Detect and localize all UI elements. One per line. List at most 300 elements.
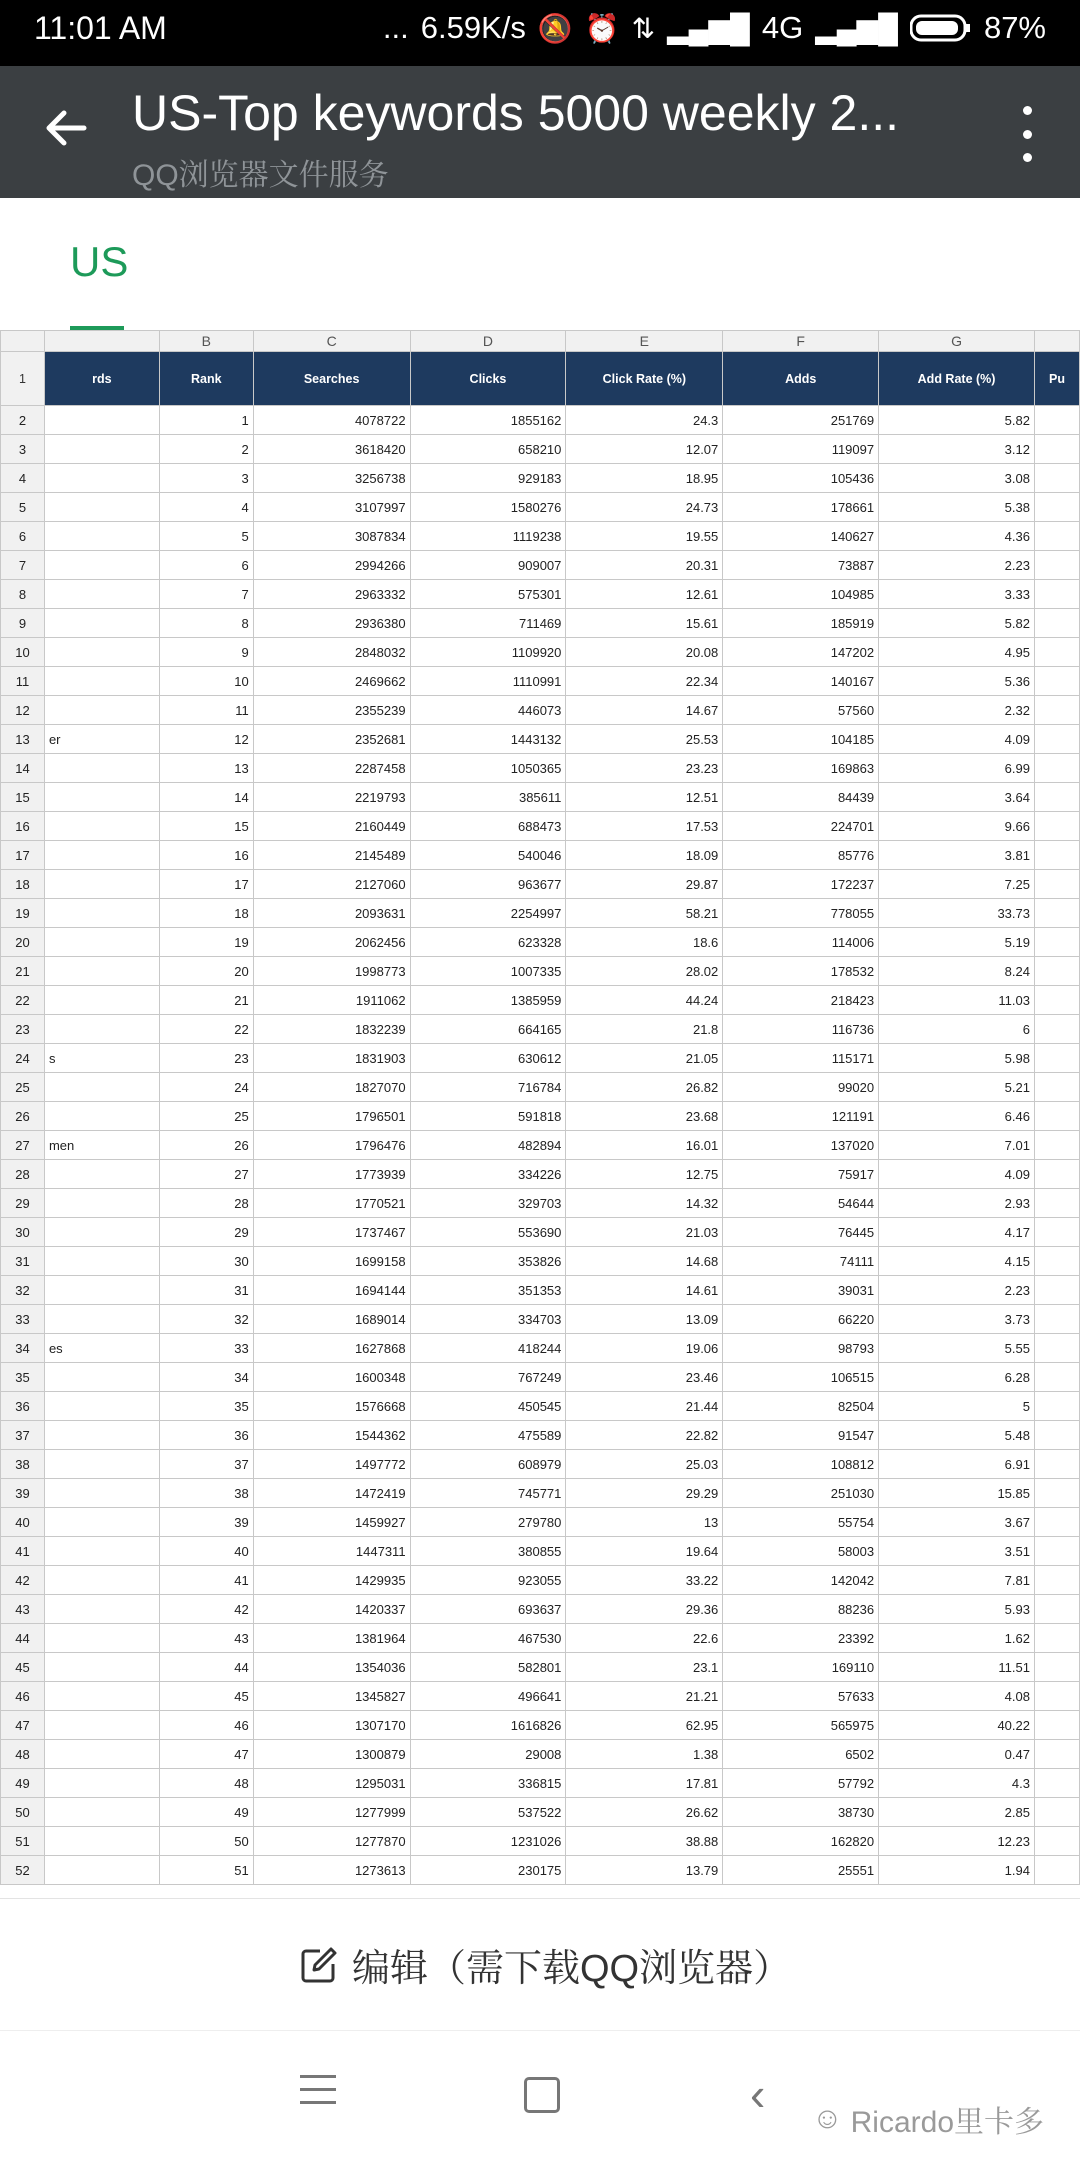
keyword-cell[interactable]: [44, 1392, 159, 1421]
keyword-cell[interactable]: [44, 841, 159, 870]
keyword-cell[interactable]: men: [44, 1131, 159, 1160]
data-cell[interactable]: 1420337: [253, 1595, 410, 1624]
data-cell[interactable]: 336815: [410, 1769, 566, 1798]
row-number[interactable]: 47: [1, 1711, 45, 1740]
data-cell[interactable]: 15: [159, 812, 253, 841]
data-cell[interactable]: 39031: [723, 1276, 879, 1305]
nav-back-icon[interactable]: ‹: [750, 2068, 766, 2120]
row-number[interactable]: 18: [1, 870, 45, 899]
row-number[interactable]: 14: [1, 754, 45, 783]
data-cell[interactable]: [1034, 899, 1079, 928]
data-cell[interactable]: [1034, 1769, 1079, 1798]
data-cell[interactable]: 18.6: [566, 928, 723, 957]
data-cell[interactable]: 4.17: [879, 1218, 1035, 1247]
data-cell[interactable]: [1034, 725, 1079, 754]
keyword-cell[interactable]: [44, 1537, 159, 1566]
data-cell[interactable]: 31: [159, 1276, 253, 1305]
data-cell[interactable]: 5: [879, 1392, 1035, 1421]
data-cell[interactable]: 57792: [723, 1769, 879, 1798]
data-cell[interactable]: 716784: [410, 1073, 566, 1102]
data-cell[interactable]: 47: [159, 1740, 253, 1769]
data-cell[interactable]: 1295031: [253, 1769, 410, 1798]
data-cell[interactable]: 14: [159, 783, 253, 812]
row-number[interactable]: 30: [1, 1218, 45, 1247]
data-cell[interactable]: 1277999: [253, 1798, 410, 1827]
keyword-cell[interactable]: [44, 1798, 159, 1827]
data-cell[interactable]: 27: [159, 1160, 253, 1189]
keyword-cell[interactable]: [44, 609, 159, 638]
data-cell[interactable]: 6.46: [879, 1102, 1035, 1131]
data-cell[interactable]: 15.85: [879, 1479, 1035, 1508]
data-cell[interactable]: 1.94: [879, 1856, 1035, 1885]
data-cell[interactable]: 4.36: [879, 522, 1035, 551]
data-cell[interactable]: [1034, 1798, 1079, 1827]
data-cell[interactable]: 1616826: [410, 1711, 566, 1740]
data-cell[interactable]: 13: [566, 1508, 723, 1537]
data-cell[interactable]: 29.36: [566, 1595, 723, 1624]
data-cell[interactable]: 19: [159, 928, 253, 957]
data-cell[interactable]: 334703: [410, 1305, 566, 1334]
data-cell[interactable]: 17.53: [566, 812, 723, 841]
keyword-cell[interactable]: [44, 1189, 159, 1218]
data-cell[interactable]: 2.23: [879, 1276, 1035, 1305]
data-cell[interactable]: 140167: [723, 667, 879, 696]
data-cell[interactable]: 0.47: [879, 1740, 1035, 1769]
keyword-cell[interactable]: [44, 1218, 159, 1247]
data-cell[interactable]: [1034, 1044, 1079, 1073]
row-number[interactable]: 45: [1, 1653, 45, 1682]
data-cell[interactable]: 6.99: [879, 754, 1035, 783]
data-cell[interactable]: 178532: [723, 957, 879, 986]
data-cell[interactable]: 2127060: [253, 870, 410, 899]
data-cell[interactable]: 909007: [410, 551, 566, 580]
keyword-cell[interactable]: [44, 1653, 159, 1682]
data-cell[interactable]: 28: [159, 1189, 253, 1218]
header-cell[interactable]: Searches: [253, 352, 410, 406]
keyword-cell[interactable]: [44, 1595, 159, 1624]
data-cell[interactable]: 21.21: [566, 1682, 723, 1711]
data-cell[interactable]: 73887: [723, 551, 879, 580]
data-cell[interactable]: 1472419: [253, 1479, 410, 1508]
data-cell[interactable]: [1034, 841, 1079, 870]
data-cell[interactable]: 218423: [723, 986, 879, 1015]
data-cell[interactable]: 3256738: [253, 464, 410, 493]
row-number[interactable]: 3: [1, 435, 45, 464]
keyword-cell[interactable]: [44, 1450, 159, 1479]
row-number[interactable]: 42: [1, 1566, 45, 1595]
data-cell[interactable]: 178661: [723, 493, 879, 522]
data-cell[interactable]: 39: [159, 1508, 253, 1537]
row-number[interactable]: 41: [1, 1537, 45, 1566]
header-cell[interactable]: Add Rate (%): [879, 352, 1035, 406]
data-cell[interactable]: 2848032: [253, 638, 410, 667]
data-cell[interactable]: 55754: [723, 1508, 879, 1537]
row-number[interactable]: 19: [1, 899, 45, 928]
data-cell[interactable]: 1447311: [253, 1537, 410, 1566]
data-cell[interactable]: 3.08: [879, 464, 1035, 493]
data-cell[interactable]: [1034, 986, 1079, 1015]
keyword-cell[interactable]: [44, 493, 159, 522]
data-cell[interactable]: 2936380: [253, 609, 410, 638]
data-cell[interactable]: 963677: [410, 870, 566, 899]
data-cell[interactable]: 29008: [410, 1740, 566, 1769]
data-cell[interactable]: 2355239: [253, 696, 410, 725]
col-letter[interactable]: D: [410, 331, 566, 352]
data-cell[interactable]: 34: [159, 1363, 253, 1392]
keyword-cell[interactable]: [44, 1827, 159, 1856]
data-cell[interactable]: 693637: [410, 1595, 566, 1624]
data-cell[interactable]: 1544362: [253, 1421, 410, 1450]
row-number[interactable]: 9: [1, 609, 45, 638]
data-cell[interactable]: 33: [159, 1334, 253, 1363]
keyword-cell[interactable]: [44, 638, 159, 667]
data-cell[interactable]: 66220: [723, 1305, 879, 1334]
data-cell[interactable]: 3.81: [879, 841, 1035, 870]
row-number[interactable]: 46: [1, 1682, 45, 1711]
data-cell[interactable]: 5.48: [879, 1421, 1035, 1450]
data-cell[interactable]: 251030: [723, 1479, 879, 1508]
row-number[interactable]: 13: [1, 725, 45, 754]
data-cell[interactable]: 1770521: [253, 1189, 410, 1218]
data-cell[interactable]: [1034, 957, 1079, 986]
keyword-cell[interactable]: [44, 754, 159, 783]
keyword-cell[interactable]: [44, 1566, 159, 1595]
keyword-cell[interactable]: [44, 1160, 159, 1189]
data-cell[interactable]: 29.29: [566, 1479, 723, 1508]
data-cell[interactable]: 230175: [410, 1856, 566, 1885]
data-cell[interactable]: 21.44: [566, 1392, 723, 1421]
keyword-cell[interactable]: [44, 1711, 159, 1740]
row-number[interactable]: 6: [1, 522, 45, 551]
data-cell[interactable]: 40: [159, 1537, 253, 1566]
data-cell[interactable]: 162820: [723, 1827, 879, 1856]
data-cell[interactable]: 251769: [723, 406, 879, 435]
data-cell[interactable]: 57560: [723, 696, 879, 725]
data-cell[interactable]: 5.82: [879, 609, 1035, 638]
data-cell[interactable]: 85776: [723, 841, 879, 870]
row-number[interactable]: 4: [1, 464, 45, 493]
data-cell[interactable]: 1119238: [410, 522, 566, 551]
data-cell[interactable]: 22: [159, 1015, 253, 1044]
keyword-cell[interactable]: [44, 783, 159, 812]
data-cell[interactable]: 13: [159, 754, 253, 783]
data-cell[interactable]: 329703: [410, 1189, 566, 1218]
data-cell[interactable]: 658210: [410, 435, 566, 464]
data-cell[interactable]: 21.8: [566, 1015, 723, 1044]
data-cell[interactable]: 385611: [410, 783, 566, 812]
row-number[interactable]: 10: [1, 638, 45, 667]
data-cell[interactable]: 1: [159, 406, 253, 435]
data-cell[interactable]: 21.05: [566, 1044, 723, 1073]
data-cell[interactable]: 84439: [723, 783, 879, 812]
data-cell[interactable]: 23.23: [566, 754, 723, 783]
row-number[interactable]: 12: [1, 696, 45, 725]
data-cell[interactable]: 778055: [723, 899, 879, 928]
data-cell[interactable]: 767249: [410, 1363, 566, 1392]
data-cell[interactable]: 108812: [723, 1450, 879, 1479]
data-cell[interactable]: 12.75: [566, 1160, 723, 1189]
data-cell[interactable]: 98793: [723, 1334, 879, 1363]
data-cell[interactable]: 119097: [723, 435, 879, 464]
row-number[interactable]: 2: [1, 406, 45, 435]
keyword-cell[interactable]: [44, 1305, 159, 1334]
data-cell[interactable]: 14.61: [566, 1276, 723, 1305]
data-cell[interactable]: 1110991: [410, 667, 566, 696]
data-cell[interactable]: 50: [159, 1827, 253, 1856]
row-number[interactable]: 34: [1, 1334, 45, 1363]
data-cell[interactable]: 1429935: [253, 1566, 410, 1595]
data-cell[interactable]: [1034, 870, 1079, 899]
data-cell[interactable]: 6: [879, 1015, 1035, 1044]
data-cell[interactable]: 3.67: [879, 1508, 1035, 1537]
data-cell[interactable]: 58.21: [566, 899, 723, 928]
keyword-cell[interactable]: [44, 957, 159, 986]
keyword-cell[interactable]: [44, 435, 159, 464]
data-cell[interactable]: [1034, 1421, 1079, 1450]
data-cell[interactable]: [1034, 1711, 1079, 1740]
keyword-cell[interactable]: [44, 928, 159, 957]
row-number[interactable]: 38: [1, 1450, 45, 1479]
data-cell[interactable]: 18: [159, 899, 253, 928]
row-number[interactable]: 31: [1, 1247, 45, 1276]
data-cell[interactable]: [1034, 1363, 1079, 1392]
data-cell[interactable]: 8: [159, 609, 253, 638]
row-number[interactable]: 48: [1, 1740, 45, 1769]
data-cell[interactable]: 7.81: [879, 1566, 1035, 1595]
row-number[interactable]: 24: [1, 1044, 45, 1073]
data-cell[interactable]: 116736: [723, 1015, 879, 1044]
data-cell[interactable]: 1277870: [253, 1827, 410, 1856]
data-cell[interactable]: 1694144: [253, 1276, 410, 1305]
header-cell[interactable]: Click Rate (%): [566, 352, 723, 406]
row-number[interactable]: 28: [1, 1160, 45, 1189]
data-cell[interactable]: 16: [159, 841, 253, 870]
data-cell[interactable]: 1345827: [253, 1682, 410, 1711]
data-cell[interactable]: 4.95: [879, 638, 1035, 667]
spreadsheet-grid[interactable]: [0, 330, 1080, 1898]
data-cell[interactable]: 711469: [410, 609, 566, 638]
data-cell[interactable]: 1911062: [253, 986, 410, 1015]
keyword-cell[interactable]: [44, 406, 159, 435]
row-number[interactable]: 8: [1, 580, 45, 609]
data-cell[interactable]: 26.82: [566, 1073, 723, 1102]
data-cell[interactable]: 2160449: [253, 812, 410, 841]
data-cell[interactable]: 2.93: [879, 1189, 1035, 1218]
data-cell[interactable]: 537522: [410, 1798, 566, 1827]
data-cell[interactable]: 91547: [723, 1421, 879, 1450]
data-cell[interactable]: 54644: [723, 1189, 879, 1218]
data-cell[interactable]: [1034, 783, 1079, 812]
row-number[interactable]: 5: [1, 493, 45, 522]
data-cell[interactable]: 446073: [410, 696, 566, 725]
data-cell[interactable]: 22.82: [566, 1421, 723, 1450]
data-cell[interactable]: 2: [159, 435, 253, 464]
row-number[interactable]: 17: [1, 841, 45, 870]
data-cell[interactable]: [1034, 1566, 1079, 1595]
data-cell[interactable]: 2994266: [253, 551, 410, 580]
keyword-cell[interactable]: [44, 1247, 159, 1276]
data-cell[interactable]: 37: [159, 1450, 253, 1479]
data-cell[interactable]: 4.15: [879, 1247, 1035, 1276]
data-cell[interactable]: 482894: [410, 1131, 566, 1160]
data-cell[interactable]: 137020: [723, 1131, 879, 1160]
data-cell[interactable]: [1034, 754, 1079, 783]
keyword-cell[interactable]: s: [44, 1044, 159, 1073]
keyword-cell[interactable]: [44, 1624, 159, 1653]
data-cell[interactable]: 1459927: [253, 1508, 410, 1537]
data-cell[interactable]: 7: [159, 580, 253, 609]
data-cell[interactable]: 5.82: [879, 406, 1035, 435]
data-cell[interactable]: 62.95: [566, 1711, 723, 1740]
data-cell[interactable]: 76445: [723, 1218, 879, 1247]
data-cell[interactable]: 1580276: [410, 493, 566, 522]
data-cell[interactable]: 2352681: [253, 725, 410, 754]
data-cell[interactable]: [1034, 1218, 1079, 1247]
data-cell[interactable]: 35: [159, 1392, 253, 1421]
data-cell[interactable]: 5.21: [879, 1073, 1035, 1102]
keyword-cell[interactable]: [44, 1015, 159, 1044]
data-cell[interactable]: 1307170: [253, 1711, 410, 1740]
row-number[interactable]: 33: [1, 1305, 45, 1334]
data-cell[interactable]: 418244: [410, 1334, 566, 1363]
data-cell[interactable]: 1273613: [253, 1856, 410, 1885]
data-cell[interactable]: 16.01: [566, 1131, 723, 1160]
data-cell[interactable]: 1381964: [253, 1624, 410, 1653]
data-cell[interactable]: 5.93: [879, 1595, 1035, 1624]
keyword-cell[interactable]: [44, 870, 159, 899]
data-cell[interactable]: 38730: [723, 1798, 879, 1827]
data-cell[interactable]: 75917: [723, 1160, 879, 1189]
data-cell[interactable]: [1034, 1508, 1079, 1537]
data-cell[interactable]: 17: [159, 870, 253, 899]
data-cell[interactable]: 1.38: [566, 1740, 723, 1769]
data-cell[interactable]: 33.73: [879, 899, 1035, 928]
data-cell[interactable]: 7.01: [879, 1131, 1035, 1160]
data-cell[interactable]: 185919: [723, 609, 879, 638]
row-number[interactable]: 52: [1, 1856, 45, 1885]
data-cell[interactable]: 142042: [723, 1566, 879, 1595]
data-cell[interactable]: 48: [159, 1769, 253, 1798]
data-cell[interactable]: [1034, 1160, 1079, 1189]
data-cell[interactable]: 1109920: [410, 638, 566, 667]
data-cell[interactable]: 32: [159, 1305, 253, 1334]
data-cell[interactable]: 49: [159, 1798, 253, 1827]
sheet-tab-us[interactable]: US: [70, 238, 129, 285]
data-cell[interactable]: 475589: [410, 1421, 566, 1450]
edit-button[interactable]: [300, 1937, 791, 1992]
keyword-cell[interactable]: er: [44, 725, 159, 754]
data-cell[interactable]: 147202: [723, 638, 879, 667]
row-number[interactable]: 25: [1, 1073, 45, 1102]
row-number[interactable]: 26: [1, 1102, 45, 1131]
data-cell[interactable]: 2469662: [253, 667, 410, 696]
data-cell[interactable]: [1034, 1682, 1079, 1711]
keyword-cell[interactable]: [44, 1363, 159, 1392]
data-cell[interactable]: [1034, 638, 1079, 667]
data-cell[interactable]: [1034, 609, 1079, 638]
keyword-cell[interactable]: [44, 464, 159, 493]
row-number[interactable]: 7: [1, 551, 45, 580]
data-cell[interactable]: [1034, 1073, 1079, 1102]
data-cell[interactable]: 29.87: [566, 870, 723, 899]
data-cell[interactable]: 25.53: [566, 725, 723, 754]
data-cell[interactable]: [1034, 1856, 1079, 1885]
data-cell[interactable]: 12.07: [566, 435, 723, 464]
data-cell[interactable]: 15.61: [566, 609, 723, 638]
keyword-cell[interactable]: [44, 1073, 159, 1102]
data-cell[interactable]: 26: [159, 1131, 253, 1160]
row-number[interactable]: 44: [1, 1624, 45, 1653]
data-cell[interactable]: 1600348: [253, 1363, 410, 1392]
data-cell[interactable]: 1231026: [410, 1827, 566, 1856]
data-cell[interactable]: 99020: [723, 1073, 879, 1102]
data-cell[interactable]: 33.22: [566, 1566, 723, 1595]
keyword-cell[interactable]: es: [44, 1334, 159, 1363]
data-cell[interactable]: 140627: [723, 522, 879, 551]
data-cell[interactable]: 1443132: [410, 725, 566, 754]
data-cell[interactable]: 11.51: [879, 1653, 1035, 1682]
data-cell[interactable]: 14.68: [566, 1247, 723, 1276]
data-cell[interactable]: 923055: [410, 1566, 566, 1595]
data-cell[interactable]: 20.08: [566, 638, 723, 667]
data-cell[interactable]: 114006: [723, 928, 879, 957]
data-cell[interactable]: 12.51: [566, 783, 723, 812]
data-cell[interactable]: 19.64: [566, 1537, 723, 1566]
data-cell[interactable]: 6.28: [879, 1363, 1035, 1392]
col-letter[interactable]: B: [159, 331, 253, 352]
data-cell[interactable]: 1832239: [253, 1015, 410, 1044]
row-number[interactable]: 23: [1, 1015, 45, 1044]
row-number[interactable]: 22: [1, 986, 45, 1015]
data-cell[interactable]: 540046: [410, 841, 566, 870]
data-cell[interactable]: 9: [159, 638, 253, 667]
nav-menu-icon[interactable]: [300, 2075, 336, 2114]
data-cell[interactable]: 2062456: [253, 928, 410, 957]
data-cell[interactable]: 3.12: [879, 435, 1035, 464]
data-cell[interactable]: 5.19: [879, 928, 1035, 957]
data-cell[interactable]: 29: [159, 1218, 253, 1247]
data-cell[interactable]: 104985: [723, 580, 879, 609]
data-cell[interactable]: 1796476: [253, 1131, 410, 1160]
data-cell[interactable]: [1034, 696, 1079, 725]
keyword-cell[interactable]: [44, 667, 159, 696]
data-cell[interactable]: [1034, 1334, 1079, 1363]
keyword-cell[interactable]: [44, 1740, 159, 1769]
data-cell[interactable]: 1300879: [253, 1740, 410, 1769]
data-cell[interactable]: 334226: [410, 1160, 566, 1189]
row-number[interactable]: 49: [1, 1769, 45, 1798]
col-letter[interactable]: [1034, 331, 1079, 352]
data-cell[interactable]: [1034, 406, 1079, 435]
data-cell[interactable]: 4078722: [253, 406, 410, 435]
data-cell[interactable]: 25.03: [566, 1450, 723, 1479]
data-cell[interactable]: 9.66: [879, 812, 1035, 841]
data-cell[interactable]: 58003: [723, 1537, 879, 1566]
data-cell[interactable]: 26.62: [566, 1798, 723, 1827]
data-cell[interactable]: 4.09: [879, 1160, 1035, 1189]
data-cell[interactable]: 351353: [410, 1276, 566, 1305]
keyword-cell[interactable]: [44, 986, 159, 1015]
more-menu-icon[interactable]: [1022, 106, 1032, 162]
data-cell[interactable]: 18.09: [566, 841, 723, 870]
data-cell[interactable]: [1034, 464, 1079, 493]
row-number[interactable]: 51: [1, 1827, 45, 1856]
data-cell[interactable]: 3.51: [879, 1537, 1035, 1566]
col-letter[interactable]: [44, 331, 159, 352]
data-cell[interactable]: 24.3: [566, 406, 723, 435]
row-number[interactable]: 29: [1, 1189, 45, 1218]
back-arrow-icon[interactable]: [40, 102, 92, 154]
